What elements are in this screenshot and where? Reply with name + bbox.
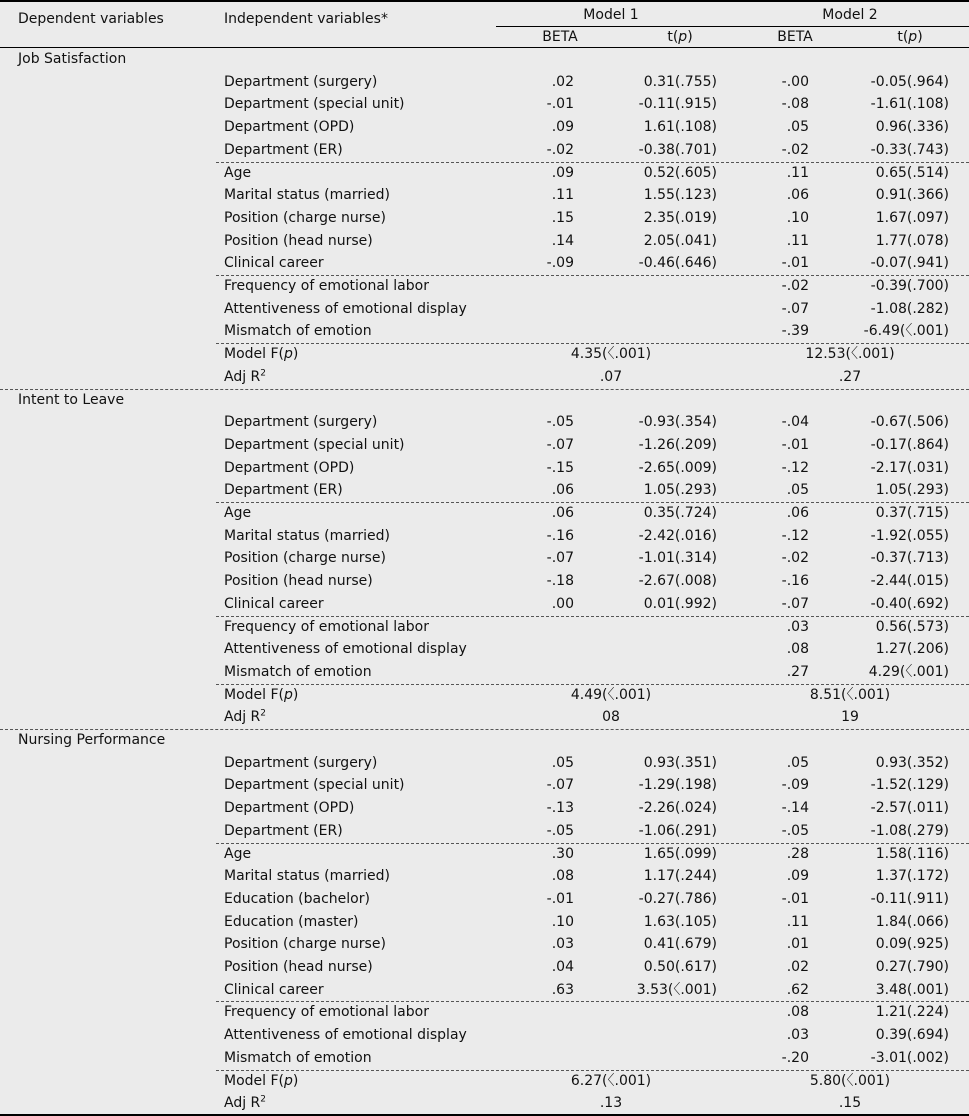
dependent-variable-label: Intent to Leave	[18, 391, 125, 408]
model-f-row	[0, 684, 969, 707]
independent-variable-label: Department (OPD)	[224, 800, 355, 817]
independent-variable-label: Department (OPD)	[224, 119, 355, 136]
model2-beta: .02	[786, 959, 809, 975]
model2-beta: -.08	[781, 96, 809, 113]
model1-t-value: -2.67(.008)	[638, 573, 717, 590]
model1-t-value: 3.53(〈.001)	[636, 981, 717, 998]
independent-variable-label: Position (charge nurse)	[224, 550, 386, 567]
section-row	[0, 389, 969, 412]
independent-variable-label: Department (special unit)	[224, 96, 405, 113]
model2-beta: .01	[786, 936, 809, 953]
model1-beta: .15	[551, 209, 574, 226]
model1-beta: -.05	[546, 414, 574, 431]
model1-beta: -.01	[546, 96, 574, 113]
model2-adj-r2: 19	[841, 709, 859, 726]
model2-t-value: 0.39(.694)	[875, 1027, 949, 1044]
independent-variable-label: Department (ER)	[224, 141, 343, 158]
table-row	[0, 956, 969, 979]
model1-t-value: -2.42(.016)	[638, 527, 717, 544]
model2-t-value: 4.29(〈.001)	[868, 663, 949, 680]
model2-t-value: -0.33(.743)	[870, 141, 949, 158]
independent-variable-label: Mismatch of emotion	[224, 1049, 372, 1066]
independent-variable-label: Age	[224, 505, 252, 521]
model1-t-value: 2.05(.041)	[643, 232, 717, 249]
table-row	[0, 525, 969, 548]
model1-beta: .03	[551, 936, 574, 953]
model2-beta: .11	[786, 913, 809, 930]
model2-beta: -.07	[781, 300, 809, 317]
model1-t-value: -1.26(.209)	[638, 436, 717, 453]
model1-t-value: 0.52(.605)	[643, 164, 717, 181]
model1-beta: .02	[551, 73, 574, 90]
model2-t-value: 3.48(.001)	[875, 981, 949, 998]
table-row	[0, 139, 969, 162]
model1-beta: -.09	[546, 255, 574, 272]
independent-variable-label: Department (ER)	[224, 822, 343, 839]
model1-beta: .04	[551, 959, 574, 975]
model2-beta: -.04	[781, 414, 809, 431]
model2-t-value: 0.96(.336)	[875, 119, 949, 136]
independent-variable-label: Position (head nurse)	[224, 232, 373, 249]
table-row	[0, 411, 969, 434]
model2-beta: .11	[786, 232, 809, 249]
model1-t-value: 0.01(.992)	[643, 595, 717, 612]
model2-t-value: -0.05(.964)	[870, 73, 949, 90]
table-row	[0, 888, 969, 911]
header-beta-1: BETA	[542, 29, 578, 45]
model1-t-value: 0.41(.679)	[643, 936, 717, 953]
model1-beta: -.07	[546, 436, 574, 453]
adj-r2-label: Adj $R^2$	[224, 368, 267, 385]
table-row	[0, 434, 969, 457]
model1-beta: -.13	[546, 800, 574, 817]
table-row	[0, 933, 969, 956]
model2-beta: .09	[786, 868, 809, 885]
model2-t-value: -1.52(.129)	[870, 777, 949, 794]
model2-t-value: -1.08(.282)	[870, 300, 949, 317]
table-row	[0, 116, 969, 139]
model2-beta: -.01	[781, 255, 809, 272]
model2-adj-r2: .27	[838, 368, 862, 385]
independent-variable-label: Frequency of emotional labor	[224, 1004, 429, 1021]
table-row	[0, 1024, 969, 1047]
model2-beta: -.20	[781, 1049, 809, 1066]
table-row	[0, 184, 969, 207]
model2-beta: -.39	[781, 323, 809, 340]
table-row	[0, 774, 969, 797]
independent-variable-label: Mismatch of emotion	[224, 663, 372, 680]
model1-t-value: -1.01(.314)	[638, 550, 717, 567]
model2-t-value: 1.77(.078)	[875, 232, 949, 249]
table-row	[0, 320, 969, 343]
dependent-variable-label: Nursing Performance	[18, 732, 166, 748]
model2-t-value: 0.56(.573)	[875, 618, 949, 635]
model1-beta: .06	[551, 505, 574, 521]
independent-variable-label: Mismatch of emotion	[224, 323, 372, 340]
independent-variable-label: Marital status (married)	[224, 527, 390, 544]
model2-beta: .03	[786, 1027, 809, 1044]
table-row	[0, 93, 969, 116]
model1-beta: -.07	[546, 550, 574, 567]
model1-beta: .30	[551, 845, 574, 862]
model2-beta: -.12	[781, 459, 809, 476]
model1-beta: -.07	[546, 777, 574, 794]
model2-t-value: -3.01(.002)	[870, 1049, 949, 1066]
model2-beta: -.01	[781, 436, 809, 453]
model2-beta: -.12	[781, 527, 809, 544]
model2-adj-r2: .15	[838, 1095, 862, 1112]
table-row	[0, 547, 969, 570]
model1-t-value: 1.17(.244)	[643, 868, 717, 885]
independent-variable-label: Frequency of emotional labor	[224, 618, 429, 635]
adj-r2-row	[0, 706, 969, 729]
section-row	[0, 48, 969, 71]
model1-beta: -.15	[546, 459, 574, 476]
independent-variable-label: Department (surgery)	[224, 414, 378, 431]
model-f-label: Model F(p)	[224, 686, 299, 703]
model2-beta: -.02	[781, 141, 809, 158]
model2-t-value: -1.08(.279)	[870, 822, 949, 839]
table-row	[0, 479, 969, 502]
model2-beta: -.14	[781, 800, 809, 817]
model2-beta: -.00	[781, 73, 809, 90]
model2-t-value: -0.67(.506)	[870, 414, 949, 431]
model2-t-value: 1.84(.066)	[875, 913, 949, 930]
header-beta-2: BETA	[777, 29, 813, 45]
model2-t-value: 1.58(.116)	[875, 845, 949, 862]
model2-t-value: 0.37(.715)	[875, 505, 949, 521]
model2-beta: .08	[786, 1004, 809, 1021]
table-row	[0, 638, 969, 661]
model2-beta: -.02	[781, 278, 809, 294]
model-f-row	[0, 343, 969, 366]
model-f-row	[0, 1070, 969, 1093]
model2-beta: .05	[786, 754, 809, 771]
model2-t-value: 1.05(.293)	[875, 482, 949, 499]
independent-variable-label: Marital status (married)	[224, 187, 390, 204]
header-model2: Model 2	[822, 7, 878, 23]
independent-variable-label: Age	[224, 164, 252, 181]
model2-beta: .62	[786, 981, 809, 998]
model1-t-value: 2.35(.019)	[643, 209, 717, 226]
model1-t-value: -0.93(.354)	[638, 414, 717, 431]
model1-beta: .10	[551, 913, 574, 930]
table-row	[0, 162, 969, 185]
table-row	[0, 1001, 969, 1024]
independent-variable-label: Clinical career	[224, 981, 324, 998]
model2-beta: .27	[786, 663, 809, 680]
table-row	[0, 502, 969, 525]
table-row	[0, 865, 969, 888]
model1-t-value: 1.65(.099)	[643, 845, 717, 862]
table-row	[0, 71, 969, 94]
model2-beta: .28	[786, 845, 809, 862]
table-row	[0, 843, 969, 866]
model1-t-value: -0.38(.701)	[638, 141, 717, 158]
independent-variable-label: Frequency of emotional labor	[224, 278, 429, 294]
model2-t-value: -0.40(.692)	[870, 595, 949, 612]
model-f-label: Model F(p)	[224, 1072, 299, 1089]
table-row	[0, 797, 969, 820]
model1-t-value: 0.35(.724)	[643, 505, 717, 521]
header-model1: Model 1	[583, 7, 639, 23]
model1-t-value: 1.05(.293)	[643, 482, 717, 499]
model1-t-value: -2.65(.009)	[638, 459, 717, 476]
independent-variable-label: Department (surgery)	[224, 73, 378, 90]
model2-f-value: 12.53(〈.001)	[805, 346, 895, 363]
model2-beta: .05	[786, 482, 809, 499]
table-row	[0, 275, 969, 298]
independent-variable-label: Department (surgery)	[224, 754, 378, 771]
model2-t-value: -1.92(.055)	[870, 527, 949, 544]
adj-r2-label: Adj $R^2$	[224, 1094, 267, 1112]
table-row	[0, 298, 969, 321]
model2-t-value: -2.44(.015)	[870, 573, 949, 590]
model1-t-value: -1.06(.291)	[638, 822, 717, 839]
model1-beta: .00	[551, 595, 574, 612]
model2-t-value: -0.17(.864)	[870, 436, 949, 453]
table-row	[0, 230, 969, 253]
header-independent: Independent variables*	[224, 11, 388, 27]
model1-beta: .11	[551, 187, 574, 204]
independent-variable-label: Age	[224, 845, 252, 862]
model2-beta: .05	[786, 119, 809, 136]
model1-beta: .05	[551, 754, 574, 771]
model1-t-value: -0.27(.786)	[638, 890, 717, 907]
model1-t-value: -2.26(.024)	[638, 800, 717, 817]
model1-t-value: -0.46(.646)	[638, 255, 717, 272]
model2-t-value: 1.27(.206)	[875, 641, 949, 658]
model1-t-value: 0.31(.755)	[643, 73, 717, 90]
independent-variable-label: Attentiveness of emotional display	[224, 300, 467, 317]
model2-beta: .10	[786, 209, 809, 226]
adj-r2-label: Adj $R^2$	[224, 708, 267, 726]
model1-beta: .63	[551, 981, 574, 998]
model2-f-value: 8.51(〈.001)	[809, 686, 891, 703]
adj-r2-row	[0, 366, 969, 389]
header-t-1: t(p)	[667, 29, 693, 45]
model1-beta: .08	[551, 868, 574, 885]
independent-variable-label: Position (charge nurse)	[224, 936, 386, 953]
model1-t-value: -0.11(.915)	[638, 96, 717, 113]
table-row	[0, 1047, 969, 1070]
model1-adj-r2: .07	[599, 368, 623, 385]
model2-beta: .08	[786, 641, 809, 658]
independent-variable-label: Education (bachelor)	[224, 890, 370, 907]
table-row	[0, 820, 969, 843]
header-dependent: Dependent variables	[18, 11, 164, 27]
model1-t-value: 1.63(.105)	[643, 913, 717, 930]
independent-variable-label: Department (ER)	[224, 482, 343, 499]
model1-t-value: -1.29(.198)	[638, 777, 717, 794]
model1-f-value: 4.35(〈.001)	[570, 346, 652, 363]
model1-beta: .06	[551, 482, 574, 499]
model1-beta: -.05	[546, 822, 574, 839]
model2-t-value: -0.39(.700)	[870, 278, 949, 294]
independent-variable-label: Attentiveness of emotional display	[224, 641, 467, 658]
header-t-2: t(p)	[897, 29, 923, 45]
model2-t-value: 0.91(.366)	[875, 187, 949, 204]
model2-beta: -.05	[781, 822, 809, 839]
table-row	[0, 661, 969, 684]
model1-beta: .09	[551, 164, 574, 181]
model1-adj-r2: .13	[599, 1095, 623, 1112]
independent-variable-label: Attentiveness of emotional display	[224, 1027, 467, 1044]
model1-t-value: 1.55(.123)	[643, 187, 717, 204]
model2-t-value: 1.21(.224)	[875, 1004, 949, 1021]
model-f-label: Model F(p)	[224, 346, 299, 363]
model2-t-value: 1.37(.172)	[875, 868, 949, 885]
model2-t-value: 0.93(.352)	[875, 754, 949, 771]
dependent-variable-label: Job Satisfaction	[18, 51, 127, 67]
model1-beta: -.16	[546, 527, 574, 544]
model2-t-value: 0.09(.925)	[875, 936, 949, 953]
table-row	[0, 593, 969, 616]
model1-beta: -.18	[546, 573, 574, 590]
model2-t-value: 0.27(.790)	[875, 959, 949, 975]
section-row	[0, 729, 969, 752]
model2-f-value: 5.80(〈.001)	[809, 1072, 891, 1089]
independent-variable-label: Clinical career	[224, 595, 324, 612]
independent-variable-label: Department (OPD)	[224, 459, 355, 476]
independent-variable-label: Position (head nurse)	[224, 573, 373, 590]
model1-beta: -.01	[546, 890, 574, 907]
model2-beta: .03	[786, 618, 809, 635]
table-row	[0, 570, 969, 593]
model2-t-value: -0.07(.941)	[870, 255, 949, 272]
model2-t-value: 1.67(.097)	[875, 209, 949, 226]
model1-f-value: 6.27(〈.001)	[570, 1072, 652, 1089]
model2-beta: -.01	[781, 890, 809, 907]
model1-f-value: 4.49(〈.001)	[570, 686, 652, 703]
model2-beta: -.02	[781, 550, 809, 567]
table-row	[0, 252, 969, 275]
independent-variable-label: Clinical career	[224, 255, 324, 272]
model1-adj-r2: 08	[602, 709, 620, 726]
table-row	[0, 207, 969, 230]
model1-t-value: 0.93(.351)	[643, 754, 717, 771]
model2-beta: -.09	[781, 777, 809, 794]
independent-variable-label: Department (special unit)	[224, 436, 405, 453]
model2-t-value: -0.11(.911)	[870, 890, 949, 907]
adj-r2-row	[0, 1092, 969, 1115]
model2-beta: -.16	[781, 573, 809, 590]
model2-beta: .06	[786, 187, 809, 204]
model2-t-value: -2.17(.031)	[870, 459, 949, 476]
model2-t-value: 0.65(.514)	[875, 164, 949, 181]
table-row	[0, 752, 969, 775]
model1-beta: -.02	[546, 141, 574, 158]
model2-beta: -.07	[781, 595, 809, 612]
independent-variable-label: Marital status (married)	[224, 868, 390, 885]
model2-t-value: -6.49(〈.001)	[863, 323, 949, 340]
model2-beta: .11	[786, 164, 809, 181]
model1-t-value: 1.61(.108)	[643, 119, 717, 136]
independent-variable-label: Position (charge nurse)	[224, 209, 386, 226]
table-row	[0, 457, 969, 480]
independent-variable-label: Position (head nurse)	[224, 959, 373, 975]
table-row	[0, 979, 969, 1002]
model2-t-value: -0.37(.713)	[870, 550, 949, 567]
table-row	[0, 616, 969, 639]
model2-t-value: -2.57(.011)	[870, 800, 949, 817]
model1-t-value: 0.50(.617)	[643, 959, 717, 975]
model2-t-value: -1.61(.108)	[870, 96, 949, 113]
table-row	[0, 911, 969, 934]
independent-variable-label: Department (special unit)	[224, 777, 405, 794]
model2-beta: .06	[786, 505, 809, 521]
model1-beta: .09	[551, 119, 574, 136]
independent-variable-label: Education (master)	[224, 913, 359, 930]
model1-beta: .14	[551, 232, 574, 249]
